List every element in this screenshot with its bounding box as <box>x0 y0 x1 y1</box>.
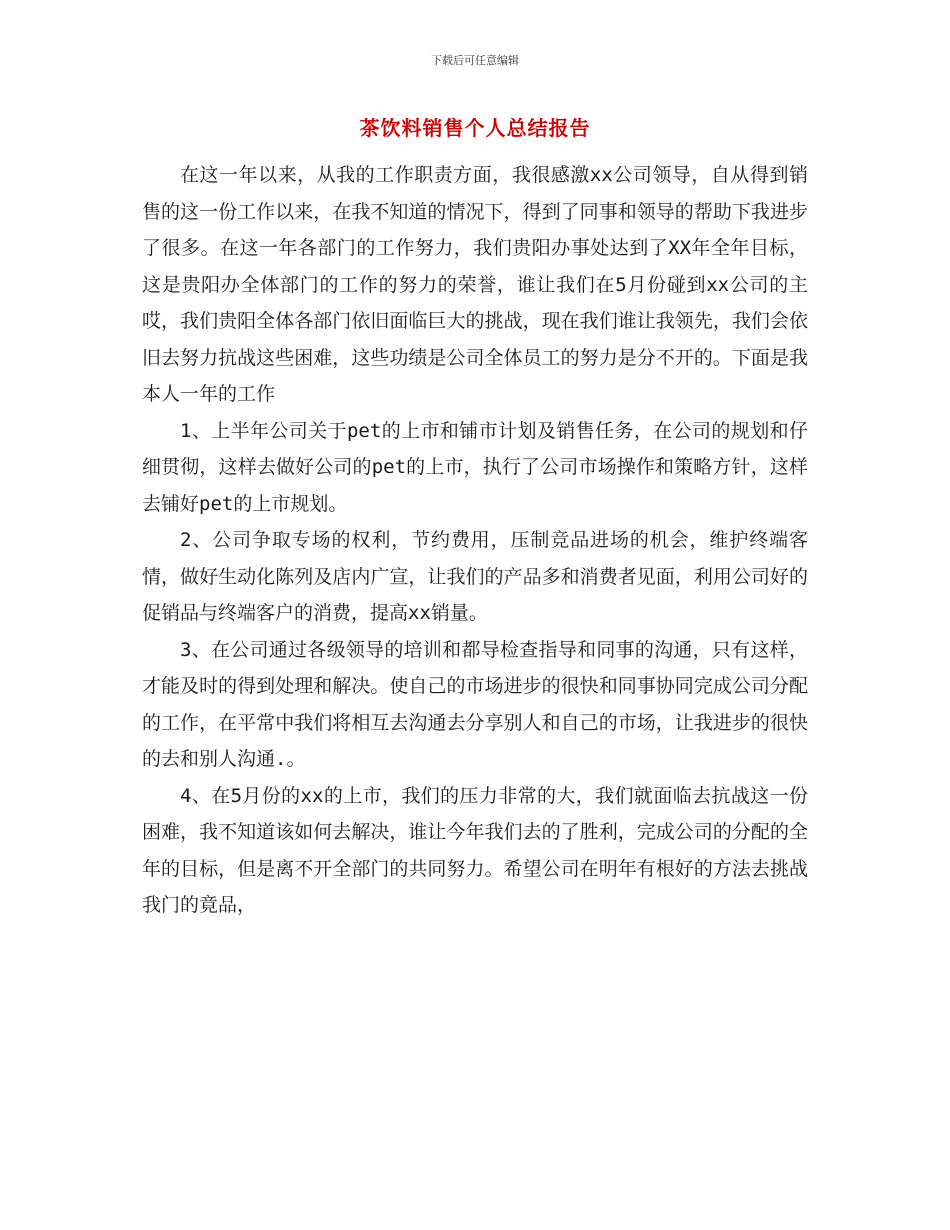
paragraph: 2、公司争取专场的权利，节约费用，压制竞品进场的机会，维护终端客情，做好生动化陈列及店内广宣，让我们的产品多和消费者见面，利用公司好的促销品与终端客户的消费，提高xx销量。 <box>142 529 808 624</box>
header-note: 下载后可任意编辑 <box>431 54 519 67</box>
paragraph: 1、上半年公司关于pet的上市和铺市计划及销售任务，在公司的规划和仔细贯彻，这样去做好公司的pet的上市，执行了公司市场操作和策略方针，这样去铺好pet的上市规划。 <box>142 419 808 515</box>
document-title: 茶饮料销售个人总结报告 <box>359 116 591 140</box>
paragraph: 在这一年以来，从我的工作职责方面，我很感激xx公司领导，自从得到销售的这一份工作以来，在我不知道的情况下，得到了同事和领导的帮助下我进步了很多。在这一年各部门的工作努力，我们贵阳办事处达到了XX年全年目标，这是贵阳办全体部门的工作的努力的荣誉，谁让我们在5月份碰到xx公司的主哎，我们贵阳全体各部门依旧面临巨大的挑战，现在我们谁让我领先，我们会依旧去努力抗战这些困难，这些功绩是公司全体员工的努力是分不开的。下面是我本人一年的工作 <box>142 164 808 405</box>
document-body <box>142 157 808 924</box>
paragraph: 3、在公司通过各级领导的培训和都导检查指导和同事的沟通，只有这样，才能及时的得到处理和解决。使自己的市场进步的很快和同事协同完成公司分配的工作，在平常中我们将相互去沟通去分享别人和自己的市场，让我进步的很快的去和别人沟通.。 <box>142 638 808 770</box>
paragraph: 4、在5月份的xx的上市，我们的压力非常的大，我们就面临去抗战这一份困难，我不知道该如何去解决，谁让今年我们去的了胜利，完成公司的分配的全年的目标，但是离不开全部门的共同努力。希望公司在明年有根好的方法去挑战我门的竟品， <box>142 784 808 916</box>
